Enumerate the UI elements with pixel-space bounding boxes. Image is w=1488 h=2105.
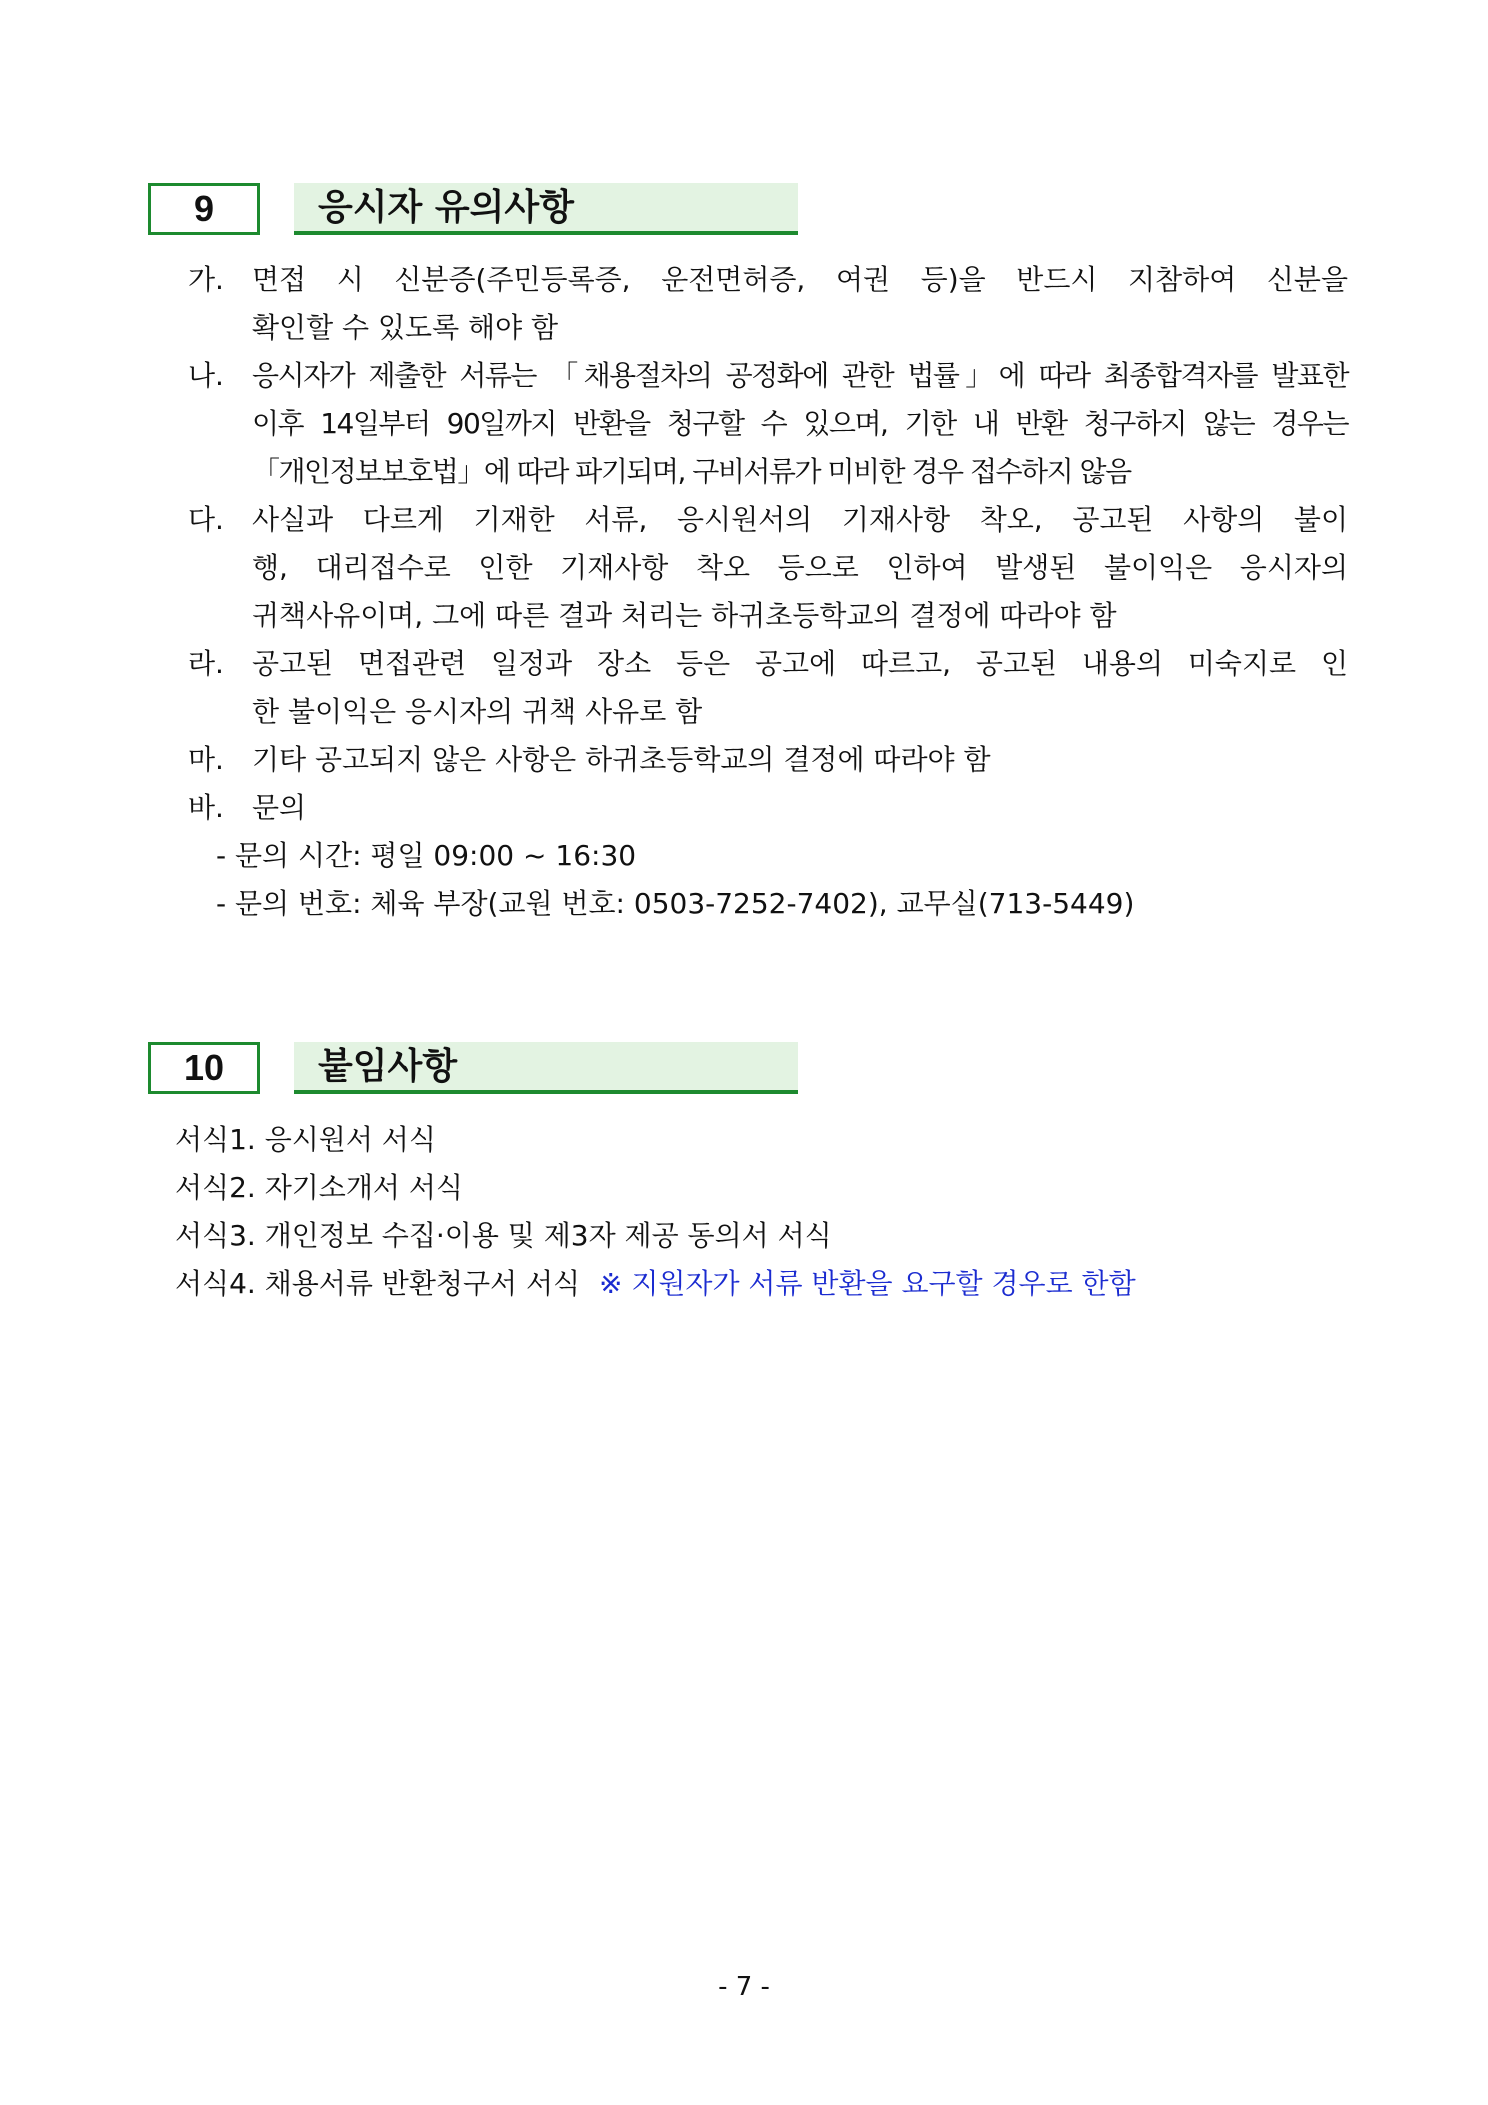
- form-item-note: ※ 지원자가 서류 반환을 요구할 경우로 한함: [598, 1267, 1136, 1300]
- form-item: 서식2. 자기소개서 서식: [175, 1171, 463, 1204]
- section-number: 10: [148, 1042, 260, 1094]
- section-10-header: [148, 1042, 798, 1098]
- contact-phone: - 문의 번호: 체육 부장(교원 번호: 0503-7252-7402), 교무실(713-5449): [216, 887, 1135, 920]
- item-line: 이후 14일부터 90일까지 반환을 청구할 수 있으며, 기한 내 반환 청구하지 않는 경우는: [252, 407, 1348, 440]
- item-marker: 바.: [188, 791, 224, 824]
- item-line: 행, 대리접수로 인한 기재사항 착오 등으로 인하여 발생된 불이익은 응시자의: [252, 551, 1348, 584]
- item-marker: 가.: [188, 263, 224, 296]
- item-marker: 라.: [188, 647, 224, 680]
- section-title: 응시자 유의사항: [294, 183, 798, 235]
- item-line: 공고된 면접관련 일정과 장소 등은 공고에 따르고, 공고된 내용의 미숙지로 인: [252, 647, 1348, 680]
- form-item: 서식1. 응시원서 서식: [175, 1123, 436, 1156]
- item-line: 귀책사유이며, 그에 따른 결과 처리는 하귀초등학교의 결정에 따라야 함: [252, 599, 1117, 632]
- item-line: 확인할 수 있도록 해야 함: [252, 311, 559, 344]
- item-marker: 나.: [188, 359, 224, 392]
- item-line: 사실과 다르게 기재한 서류, 응시원서의 기재사항 착오, 공고된 사항의 불이: [252, 503, 1348, 536]
- section-number: 9: [148, 183, 260, 235]
- page-number: - 7 -: [718, 1972, 770, 2002]
- contact-hours: - 문의 시간: 평일 09:00 ~ 16:30: [216, 839, 637, 872]
- form-item: 서식3. 개인정보 수집·이용 및 제3자 제공 동의서 서식: [175, 1219, 832, 1252]
- item-line: 기타 공고되지 않은 사항은 하귀초등학교의 결정에 따라야 함: [252, 743, 991, 776]
- item-line: 한 불이익은 응시자의 귀책 사유로 함: [252, 695, 703, 728]
- item-line: 응시자가 제출한 서류는 「채용절차의 공정화에 관한 법률」에 따라 최종합격자를 발표한: [252, 359, 1348, 392]
- form-item-text: 서식4. 채용서류 반환청구서 서식: [175, 1267, 581, 1300]
- section-title: 붙임사항: [294, 1042, 798, 1094]
- item-line: 문의: [252, 791, 307, 824]
- item-line: 면접 시 신분증(주민등록증, 운전면허증, 여권 등)을 반드시 지참하여 신분을: [252, 263, 1348, 296]
- form-item: [175, 1266, 1136, 1302]
- section-9-header: [148, 183, 798, 239]
- item-line: 「개인정보보호법」에 따라 파기되며, 구비서류가 미비한 경우 접수하지 않음: [252, 455, 1131, 488]
- item-marker: 다.: [188, 503, 224, 536]
- item-marker: 마.: [188, 743, 224, 776]
